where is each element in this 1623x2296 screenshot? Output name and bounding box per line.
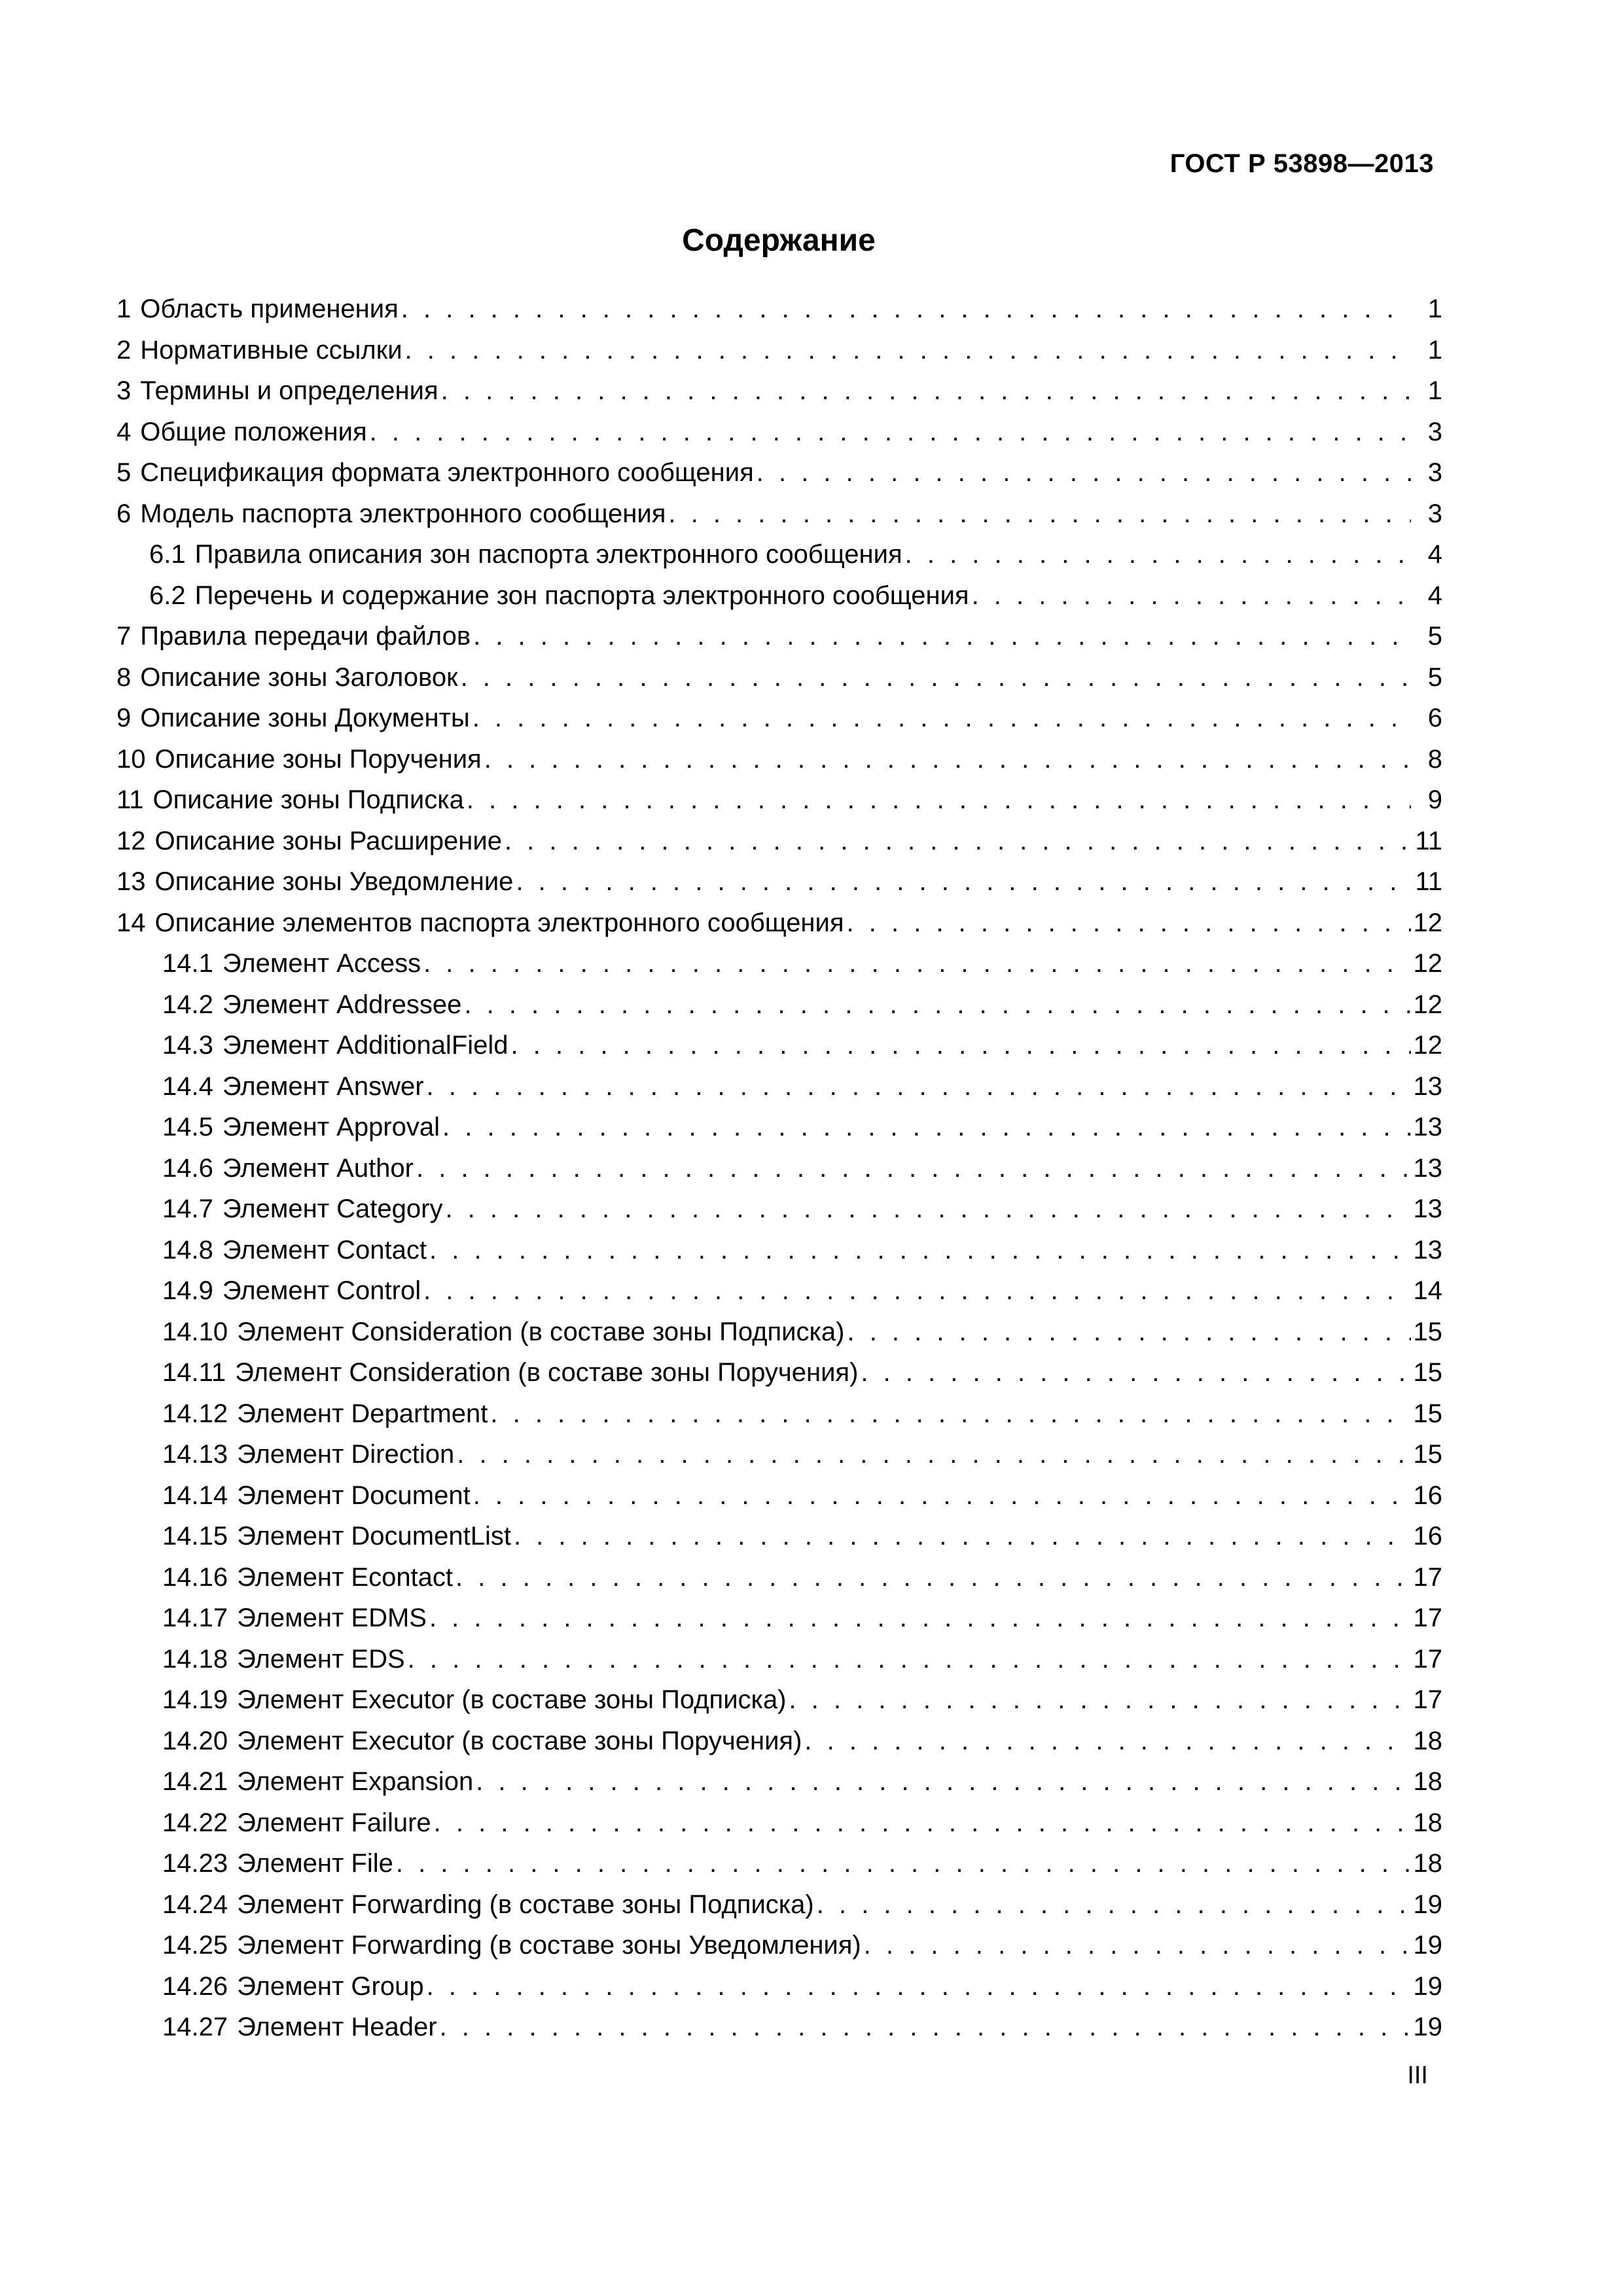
toc-entry[interactable] <box>116 1563 1442 1604</box>
toc-entry-page: 16 <box>1413 1522 1442 1551</box>
dot-leader <box>455 1563 1410 1592</box>
toc-entry-number: 14.24 <box>162 1890 228 1919</box>
toc-entry-title: Элемент Executor (в составе зоны Поручения) <box>237 1726 802 1755</box>
dot-leader <box>817 1890 1411 1920</box>
dot-leader <box>440 2013 1411 2042</box>
toc-entry[interactable] <box>116 1194 1442 1236</box>
toc-entry[interactable] <box>116 785 1442 827</box>
dot-leader <box>789 1685 1411 1715</box>
toc-entry-number: 7 <box>116 622 132 651</box>
toc-entry-number: 14.12 <box>162 1399 228 1428</box>
toc-entry[interactable] <box>116 336 1442 377</box>
dot-leader <box>461 663 1411 692</box>
toc-entry-page: 1 <box>1427 295 1442 323</box>
toc-entry-title: Элемент Answer <box>222 1071 424 1101</box>
toc-entry-title: Элемент Consideration (в составе зоны Поручения) <box>235 1358 859 1387</box>
toc-entry[interactable] <box>116 1522 1442 1563</box>
dot-leader <box>408 1645 1411 1674</box>
toc-entry[interactable] <box>116 704 1442 745</box>
dot-leader <box>445 1194 1410 1224</box>
toc-entry-number: 14.22 <box>162 1808 228 1837</box>
toc-entry[interactable] <box>116 499 1442 541</box>
toc-entry-title: Правила передачи файлов <box>140 622 471 651</box>
toc-entry-number: 14.13 <box>162 1440 228 1469</box>
toc-entry-title: Описание зоны Поручения <box>154 744 482 774</box>
dot-leader <box>370 418 1411 447</box>
toc-entry-page: 5 <box>1427 662 1442 692</box>
toc-entry-number: 3 <box>116 376 132 405</box>
toc-entry-title: Элемент DocumentList <box>237 1522 511 1551</box>
toc-entry-title: Элемент Direction <box>237 1440 455 1469</box>
dot-leader <box>514 1522 1411 1551</box>
toc-entry-title: Элемент Document <box>237 1480 471 1510</box>
toc-entry-number: 14.23 <box>162 1849 228 1878</box>
toc-entry[interactable] <box>116 908 1442 950</box>
toc-entry[interactable] <box>116 1972 1442 2013</box>
toc-entry-number: 14.27 <box>162 2013 228 2041</box>
toc-entry-title: Элемент EDS <box>237 1644 405 1674</box>
toc-entry-page: 17 <box>1413 1562 1442 1592</box>
toc-entry-title: Элемент File <box>237 1849 393 1878</box>
toc-entry-number: 14.6 <box>162 1153 213 1183</box>
toc-entry-page: 1 <box>1427 376 1442 405</box>
toc-entry[interactable] <box>116 581 1442 622</box>
toc-entry-page: 3 <box>1427 417 1442 446</box>
toc-entry-page: 12 <box>1413 908 1442 937</box>
toc-entry[interactable] <box>116 1236 1442 1277</box>
toc-entry-number: 11 <box>116 785 144 814</box>
dot-leader <box>864 1931 1411 1960</box>
dot-leader <box>490 1399 1410 1429</box>
toc-entry-number: 14 <box>116 908 146 937</box>
toc-entry-title: Описание элементов паспорта электронного сообщения <box>154 908 844 937</box>
toc-entry[interactable] <box>116 1113 1442 1154</box>
dot-leader <box>405 336 1411 365</box>
toc-entry-title: Перечень и содержание зон паспорта электронного сообщения <box>194 581 969 610</box>
toc-entry[interactable] <box>116 1727 1442 1768</box>
toc-entry-page: 4 <box>1427 581 1442 610</box>
toc-entry-number: 14.1 <box>162 949 213 978</box>
dot-leader <box>401 295 1411 324</box>
toc-entry-page: 5 <box>1427 622 1442 651</box>
toc-entry-title: Область применения <box>140 295 399 323</box>
toc-entry-page: 3 <box>1427 499 1442 528</box>
toc-entry-title: Элемент Author <box>222 1153 414 1183</box>
dot-leader <box>427 1972 1411 2001</box>
toc-entry-title: Элемент Forwarding (в составе зоны Подписка) <box>237 1890 814 1919</box>
toc-entry-title: Элемент EDMS <box>237 1604 427 1632</box>
toc-entry-title: Элемент Access <box>222 949 421 978</box>
toc-entry-page: 19 <box>1413 1890 1442 1919</box>
toc-entry-page: 13 <box>1413 1235 1442 1265</box>
dot-leader <box>423 949 1410 978</box>
toc-entry-title: Правила описания зон паспорта электронного сообщения <box>194 540 902 569</box>
table-of-contents <box>116 295 1442 2054</box>
toc-entry-title: Элемент Control <box>222 1276 421 1305</box>
toc-entry-page: 15 <box>1413 1399 1442 1428</box>
toc-entry-page: 18 <box>1413 1726 1442 1755</box>
dot-leader <box>441 376 1411 406</box>
toc-entry[interactable] <box>116 990 1442 1031</box>
toc-entry[interactable] <box>116 2013 1442 2054</box>
page-title: Содержание <box>682 223 876 258</box>
toc-entry[interactable] <box>116 622 1442 663</box>
toc-entry-page: 6 <box>1427 704 1442 732</box>
dot-leader <box>505 827 1411 856</box>
toc-entry[interactable] <box>116 745 1442 786</box>
toc-entry-number: 5 <box>116 458 132 487</box>
toc-entry-page: 12 <box>1413 1031 1442 1060</box>
toc-entry-title: Общие положения <box>140 417 367 446</box>
toc-entry-number: 4 <box>116 417 132 446</box>
toc-entry-number: 14.7 <box>162 1194 213 1223</box>
toc-entry[interactable] <box>116 1604 1442 1645</box>
toc-entry-title: Термины и определения <box>140 376 438 405</box>
toc-entry-number: 14.11 <box>162 1358 226 1387</box>
dot-leader <box>467 785 1411 815</box>
toc-entry-page: 4 <box>1427 540 1442 569</box>
toc-entry-number: 14.9 <box>162 1276 213 1305</box>
toc-entry[interactable] <box>116 1685 1442 1727</box>
dot-leader <box>511 1031 1411 1060</box>
dot-leader <box>905 540 1411 569</box>
toc-entry-number: 14.25 <box>162 1931 228 1960</box>
dot-leader <box>434 1808 1411 1838</box>
dot-leader <box>668 499 1411 529</box>
toc-entry-page: 13 <box>1413 1113 1442 1141</box>
dot-leader <box>757 458 1411 488</box>
toc-entry-page: 17 <box>1413 1644 1442 1674</box>
toc-entry-page: 11 <box>1415 867 1442 896</box>
toc-entry[interactable] <box>116 1276 1442 1318</box>
toc-entry-page: 15 <box>1413 1440 1442 1469</box>
toc-entry-page: 14 <box>1413 1276 1442 1305</box>
dot-leader <box>804 1727 1410 1756</box>
toc-entry-number: 14.15 <box>162 1522 228 1551</box>
dot-leader <box>423 1276 1410 1306</box>
dot-leader <box>442 1113 1410 1142</box>
dot-leader <box>847 908 1411 938</box>
toc-entry-title: Элемент Expansion <box>237 1767 474 1796</box>
toc-entry[interactable] <box>116 418 1442 459</box>
toc-entry-number: 14.8 <box>162 1235 213 1265</box>
toc-entry-title: Элемент Department <box>237 1399 488 1428</box>
dot-leader <box>476 1767 1410 1797</box>
toc-entry[interactable] <box>116 1399 1442 1441</box>
toc-entry-page: 16 <box>1413 1480 1442 1510</box>
toc-entry-number: 6.2 <box>149 581 186 610</box>
toc-entry-page: 15 <box>1413 1358 1442 1387</box>
toc-entry-number: 6 <box>116 499 132 528</box>
toc-entry-number: 14.2 <box>162 990 213 1019</box>
toc-entry-page: 3 <box>1427 458 1442 487</box>
toc-entry-page: 12 <box>1413 949 1442 978</box>
toc-entry[interactable] <box>116 458 1442 499</box>
toc-entry[interactable] <box>116 827 1442 868</box>
dot-leader <box>396 1849 1411 1878</box>
toc-entry-number: 14.17 <box>162 1604 228 1632</box>
toc-entry-title: Элемент Econtact <box>237 1562 454 1592</box>
toc-entry[interactable] <box>116 663 1442 704</box>
toc-entry-page: 19 <box>1413 1971 1442 2001</box>
toc-entry-page: 8 <box>1427 744 1442 774</box>
toc-entry[interactable] <box>116 1645 1442 1686</box>
toc-entry-page: 17 <box>1413 1604 1442 1632</box>
toc-entry-number: 14.19 <box>162 1685 228 1714</box>
dot-leader <box>427 1072 1411 1102</box>
dot-leader <box>972 581 1411 611</box>
toc-entry-title: Описание зоны Уведомление <box>154 867 514 896</box>
toc-entry[interactable] <box>116 295 1442 336</box>
toc-entry[interactable] <box>116 540 1442 581</box>
toc-entry-title: Элемент Contact <box>222 1235 427 1265</box>
dot-leader <box>464 990 1410 1020</box>
dot-leader <box>429 1236 1411 1265</box>
toc-entry-title: Элемент Failure <box>237 1808 431 1837</box>
toc-entry-page: 9 <box>1427 785 1442 814</box>
toc-entry-number: 14.20 <box>162 1726 228 1755</box>
toc-entry-page: 13 <box>1413 1153 1442 1183</box>
toc-entry-title: Описание зоны Подписка <box>152 785 464 814</box>
toc-entry-number: 12 <box>116 826 146 855</box>
toc-entry[interactable] <box>116 867 1442 908</box>
toc-entry-title: Описание зоны Документы <box>140 704 470 732</box>
toc-entry-title: Элемент AdditionalField <box>222 1031 508 1060</box>
toc-entry-page: 18 <box>1413 1808 1442 1837</box>
toc-entry[interactable] <box>116 376 1442 418</box>
toc-entry-page: 1 <box>1427 335 1442 365</box>
dot-leader <box>516 867 1411 897</box>
toc-entry-number: 14.5 <box>162 1113 213 1141</box>
toc-entry[interactable] <box>116 1072 1442 1113</box>
dot-leader <box>861 1358 1410 1388</box>
toc-entry-number: 14.10 <box>162 1317 228 1346</box>
dot-leader <box>473 622 1411 651</box>
toc-entry-title: Нормативные ссылки <box>140 335 402 365</box>
dot-leader <box>457 1440 1410 1469</box>
toc-entry-title: Элемент Executor (в составе зоны Подписка) <box>237 1685 787 1714</box>
toc-entry[interactable] <box>116 1358 1442 1399</box>
toc-entry-title: Элемент Addressee <box>222 990 462 1019</box>
dot-leader <box>473 1481 1411 1511</box>
toc-entry-number: 14.26 <box>162 1971 228 2001</box>
toc-entry-number: 14.3 <box>162 1031 213 1060</box>
toc-entry-title: Описание зоны Заголовок <box>140 662 458 692</box>
toc-entry-title: Элемент Group <box>237 1971 424 2001</box>
toc-entry-number: 14.16 <box>162 1562 228 1592</box>
dot-leader <box>473 704 1411 733</box>
page-number: III <box>1407 2062 1428 2089</box>
toc-entry-number: 14.4 <box>162 1071 213 1101</box>
dot-leader <box>429 1604 1411 1633</box>
toc-entry-page: 13 <box>1413 1071 1442 1101</box>
toc-entry-title: Элемент Consideration (в составе зоны Подписка) <box>237 1317 845 1346</box>
toc-entry-number: 10 <box>116 744 146 774</box>
toc-entry-number: 14.18 <box>162 1644 228 1674</box>
dot-leader <box>484 745 1411 774</box>
toc-entry-number: 14.21 <box>162 1767 228 1796</box>
toc-entry-page: 18 <box>1413 1767 1442 1796</box>
document-code: ГОСТ Р 53898—2013 <box>1169 149 1434 178</box>
toc-entry-page: 13 <box>1413 1194 1442 1223</box>
toc-entry-page: 15 <box>1413 1317 1442 1346</box>
toc-entry[interactable] <box>116 1849 1442 1890</box>
toc-entry-number: 13 <box>116 867 146 896</box>
toc-entry-page: 17 <box>1413 1685 1442 1714</box>
toc-entry-title: Элемент Forwarding (в составе зоны Уведомления) <box>237 1931 861 1960</box>
toc-entry-page: 18 <box>1413 1849 1442 1878</box>
toc-entry-title: Элемент Approval <box>222 1113 440 1141</box>
toc-entry[interactable] <box>116 1767 1442 1808</box>
toc-entry[interactable] <box>116 1808 1442 1850</box>
dot-leader <box>847 1318 1410 1347</box>
toc-entry-title: Элемент Category <box>222 1194 443 1223</box>
toc-entry[interactable] <box>116 1031 1442 1072</box>
toc-entry-page: 19 <box>1413 1931 1442 1960</box>
toc-entry-title: Спецификация формата электронного сообщения <box>140 458 754 487</box>
toc-entry[interactable] <box>116 1154 1442 1195</box>
toc-entry-title: Модель паспорта электронного сообщения <box>140 499 666 528</box>
toc-entry[interactable] <box>116 1890 1442 1931</box>
toc-entry-number: 2 <box>116 335 132 365</box>
toc-entry[interactable] <box>116 1481 1442 1522</box>
toc-entry-title: Элемент Header <box>237 2013 437 2041</box>
toc-entry-number: 8 <box>116 662 132 692</box>
toc-entry[interactable] <box>116 1318 1442 1359</box>
toc-entry-page: 12 <box>1413 990 1442 1019</box>
toc-entry[interactable] <box>116 949 1442 990</box>
toc-entry-number: 1 <box>116 295 132 323</box>
toc-entry[interactable] <box>116 1440 1442 1481</box>
toc-entry-title: Описание зоны Расширение <box>154 826 502 855</box>
toc-entry-page: 19 <box>1413 2013 1442 2041</box>
toc-entry-number: 6.1 <box>149 540 186 569</box>
toc-entry-page: 11 <box>1415 826 1442 855</box>
toc-entry[interactable] <box>116 1931 1442 1972</box>
toc-entry-number: 14.14 <box>162 1480 228 1510</box>
dot-leader <box>416 1154 1411 1183</box>
toc-entry-number: 9 <box>116 704 132 732</box>
